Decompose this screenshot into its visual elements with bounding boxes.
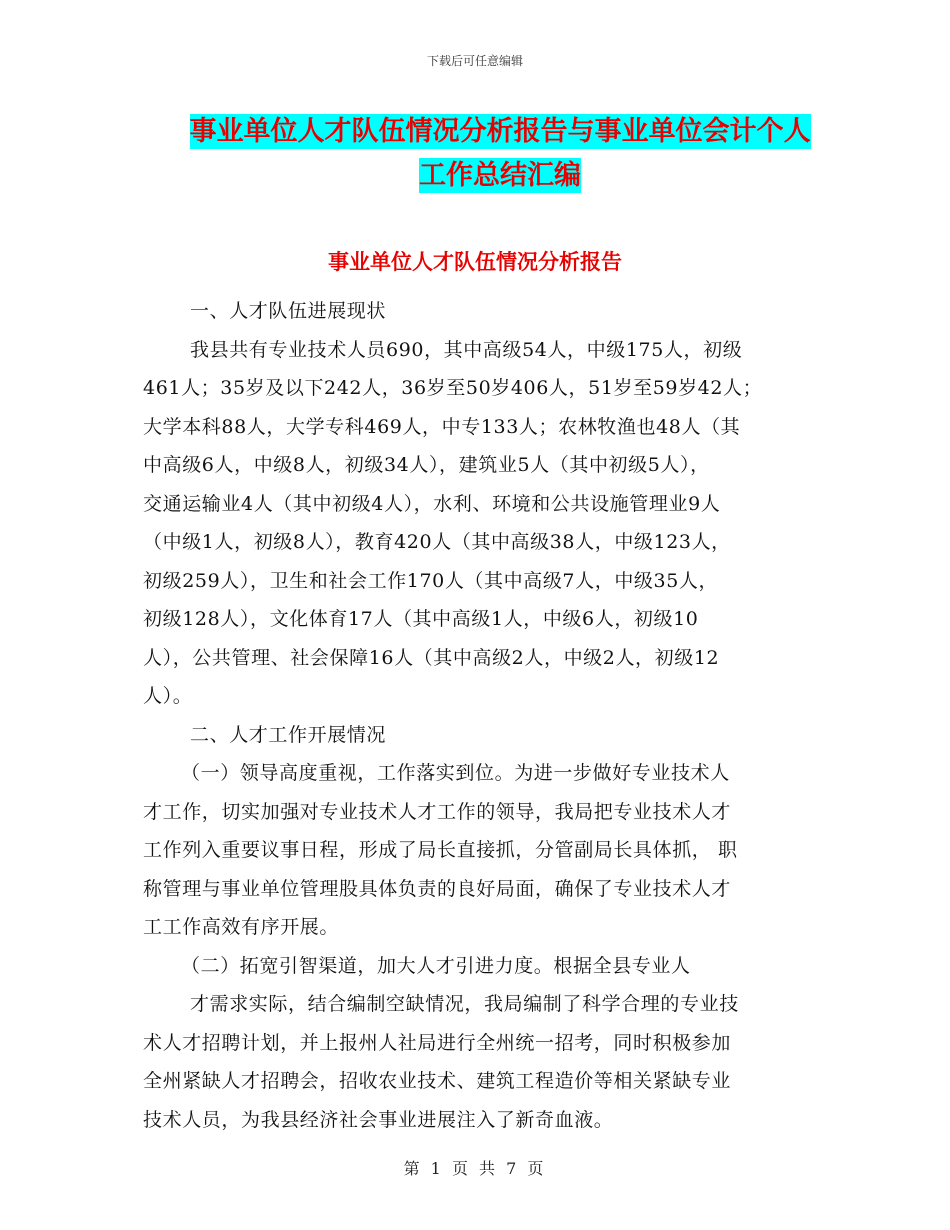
section-heading-2: 二、人才工作开展情况 (190, 723, 387, 746)
paragraph-line: 中高级6人，中级8人，初级34人），建筑业5人（其中初级5人）， (143, 454, 710, 476)
paragraph-line: 工工作高效有序开展。 (143, 916, 340, 938)
header-note: 下载后可任意编辑 (426, 54, 523, 68)
paragraph-line: 初级128人），文化体育17人（其中高级1人，中级6人，初级10 (143, 608, 699, 630)
paragraph-line: 才工作，切实加强对专业技术人才工作的领导，我局把专业技术人才 (143, 800, 732, 823)
paragraph-line: 技术人员，为我县经济社会事业进展注入了新奇血液。 (143, 1108, 614, 1131)
paragraph-line: 我县共有专业技术人员690，其中高级54人，中级175人，初级 (190, 338, 743, 361)
paragraph-line: （中级1人，初级8人），教育420人（其中高级38人，中级123人， (143, 531, 731, 553)
document-title (150, 110, 850, 198)
paragraph-line: 全州紧缺人才招聘会，招收农业技术、建筑工程造价等相关紧缺专业 (143, 1070, 732, 1092)
paragraph-line: 术人才招聘计划，并上报州人社局进行全州统一招考，同时积极参加 (143, 1031, 732, 1054)
paragraph-line: 才需求实际，结合编制空缺情况，我局编制了科学合理的专业技 (190, 993, 739, 1015)
report-subtitle: 事业单位人才队伍情况分析报告 (328, 250, 622, 274)
body-text (143, 292, 807, 1139)
paragraph-line: 人）。 (143, 685, 193, 707)
paragraph-line: （二）拓宽引智渠道，加大人才引进力度。根据全县专业人 (181, 954, 691, 977)
paragraph-line: 称管理与事业单位管理股具体负责的良好局面，确保了专业技术人才 (143, 877, 732, 900)
title-line-2: 工作总结汇编 (419, 160, 581, 191)
section-heading-1: 一、人才队伍进展现状 (190, 300, 387, 322)
paragraph-line: 人），公共管理、社会保障16人（其中高级2人，中级2人，初级12 (143, 646, 720, 669)
paragraph-line: 461人；35岁及以下242人，36岁至50岁406人，51岁至59岁42人； (143, 377, 763, 399)
paragraph-line: 工作列入重要议事日程，形成了局长直接抓，分管副局长具体抓， 职 (143, 839, 738, 861)
paragraph-line: （一）领导高度重视，工作落实到位。为进一步做好专业技术人 (181, 762, 730, 784)
paragraph-line: 大学本科88人，大学专科469人，中专133人；农林牧渔也48人（其 (143, 415, 741, 438)
page-footer: 第 1 页 共 7 页 (403, 1159, 547, 1178)
title-line-1: 事业单位人才队伍情况分析报告与事业单位会计个人 (189, 116, 811, 147)
paragraph-line: 初级259人），卫生和社会工作170人（其中高级7人，中级35人， (143, 569, 719, 592)
paragraph-line: 交通运输业4人（其中初级4人），水利、环境和公共设施管理业9人 (143, 492, 721, 515)
